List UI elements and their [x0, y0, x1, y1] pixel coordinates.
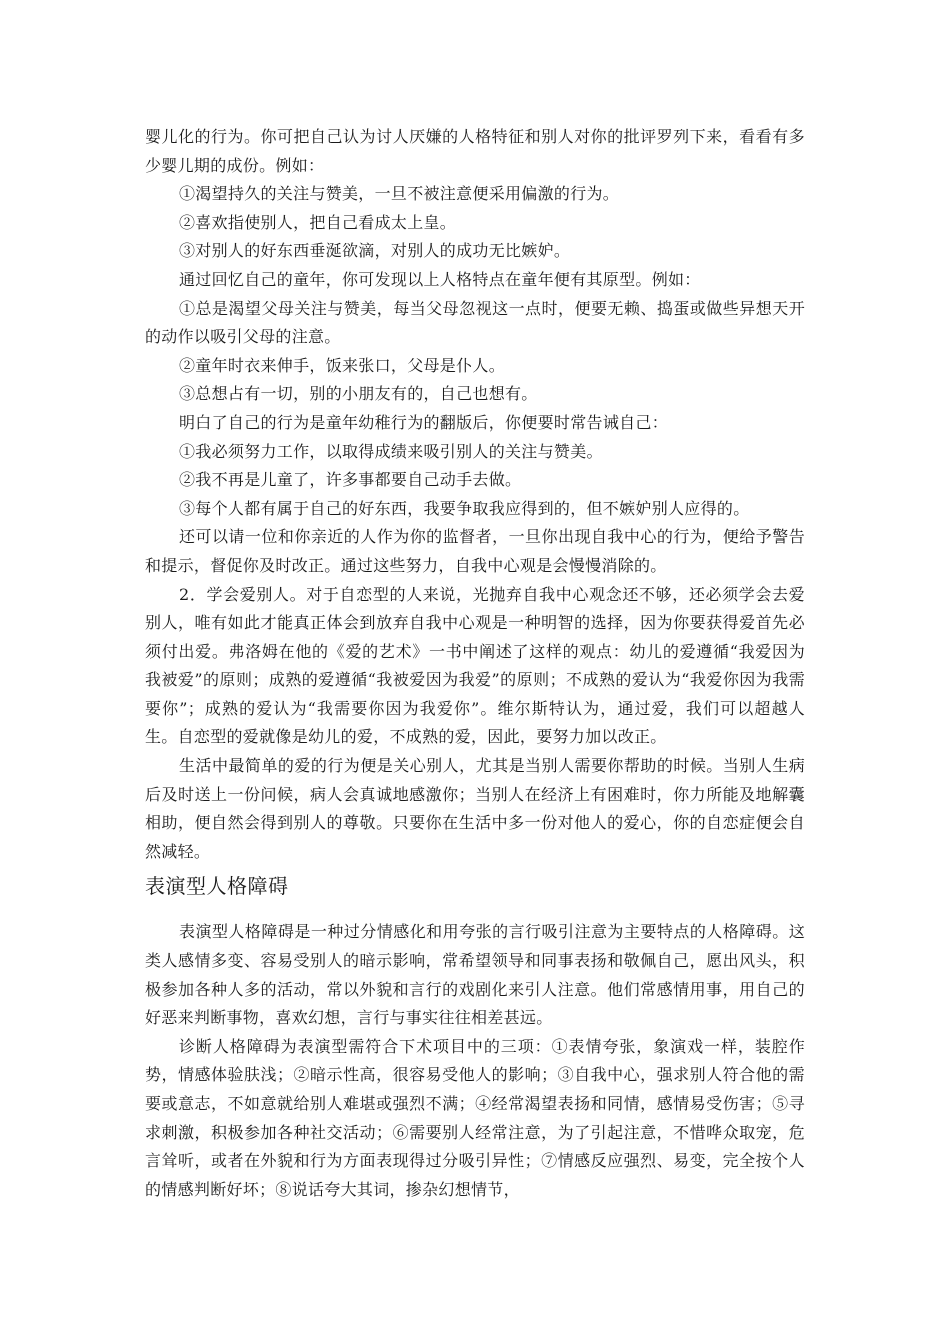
list-item: ②我不再是儿童了，许多事都要自己动手去做。 [179, 470, 522, 490]
list-item: ③总想占有一切，别的小朋友有的，自己也想有。 [179, 384, 538, 404]
document-body [145, 123, 805, 1204]
list-item: ③对别人的好东西垂涎欲滴，对别人的成功无比嫉妒。 [179, 241, 571, 261]
list-item: ②喜欢指使别人，把自己看成太上皇。 [179, 212, 457, 232]
paragraph: 婴儿化的行为。你可把自己认为讨人厌嫌的人格特征和别人对你的批评罗列下来，看看有多少婴儿期的成份。例如： [145, 127, 805, 175]
list-item: ①渴望持久的关注与赞美，一旦不被注意便采用偏激的行为。 [179, 184, 620, 204]
paragraph: 明白了自己的行为是童年幼稚行为的翻版后，你便要时常告诫自己： [179, 412, 669, 432]
paragraph: 2．学会爱别人。对于自恋型的人来说，光抛弃自我中心观念还不够，还必须学会去爱别人，唯有如此才能真正体会到放弃自我中心观是一种明智的选择，因为你要获得爱首先必须付出爱。弗洛姆在他的《爱的艺术》一书中阐述了这样的观点：幼儿的爱遵循“我爱因为我被爱”的原则；成熟的爱遵循“我被爱因为我爱”的原则；不成熟的爱认为“我爱你因为我需要你”；成熟的爱认为“我需要你因为我爱你”。维尔斯特认为，通过爱，我们可以超越人生。自恋型的爱就像是幼儿的爱，不成熟的爱，因此，要努力加以改正。 [145, 584, 805, 747]
list-item: ②童年时衣来伸手，饭来张口，父母是仆人。 [179, 355, 506, 375]
paragraph: 诊断人格障碍为表演型需符合下术项目中的三项：①表情夸张，象演戏一样，装腔作势，情感体验肤浅；②暗示性高，很容易受他人的影响；③自我中心，强求别人符合他的需要或意志，不如意就给别人难堪或强烈不满；④经常渴望表扬和同情，感情易受伤害；⑤寻求刺激，积极参加各种社交活动；⑥需要别人经常注意，为了引起注意，不惜哗众取宠，危言耸听，或者在外貌和行为方面表现得过分吸引异性；⑦情感反应强烈、易变，完全按个人的情感判断好坏；⑧说话夸大其词，掺杂幻想情节， [145, 1036, 805, 1199]
list-item: ①总是渴望父母关注与赞美，每当父母忽视这一点时，便要无赖、捣蛋或做些异想天开的动作以吸引父母的注意。 [145, 298, 805, 347]
paragraph: 生活中最简单的爱的行为便是关心别人，尤其是当别人需要你帮助的时候。当别人生病后及时送上一份问候，病人会真诚地感激你；当别人在经济上有困难时，你力所能及地解囊相助，便自然会得到别人的尊敬。只要你在生活中多一份对他人的爱心，你的自恋症便会自然减轻。 [145, 756, 805, 861]
paragraph: 通过回忆自己的童年，你可发现以上人格特点在童年便有其原型。例如： [179, 269, 701, 289]
paragraph: 表演型人格障碍是一种过分情感化和用夸张的言行吸引注意为主要特点的人格障碍。这类人感情多变、容易受别人的暗示影响，常希望领导和同事表扬和敬佩自己，愿出风头，积极参加各种人多的活动，常以外貌和言行的戏剧化来引人注意。他们常感情用事，用自己的好恶来判断事物，喜欢幻想，言行与事实往往相差甚远。 [145, 922, 805, 1028]
paragraph: 还可以请一位和你亲近的人作为你的监督者，一旦你出现自我中心的行为，便给予警告和提示，督促你及时改正。通过这些努力，自我中心观是会慢慢消除的。 [145, 527, 805, 575]
section-heading: 表演型人格障碍 [145, 874, 289, 899]
list-item: ①我必须努力工作，以取得成绩来吸引别人的关注与赞美。 [179, 441, 603, 461]
list-item: ③每个人都有属于自己的好东西，我要争取我应得到的，但不嫉妒别人应得的。 [179, 498, 750, 518]
